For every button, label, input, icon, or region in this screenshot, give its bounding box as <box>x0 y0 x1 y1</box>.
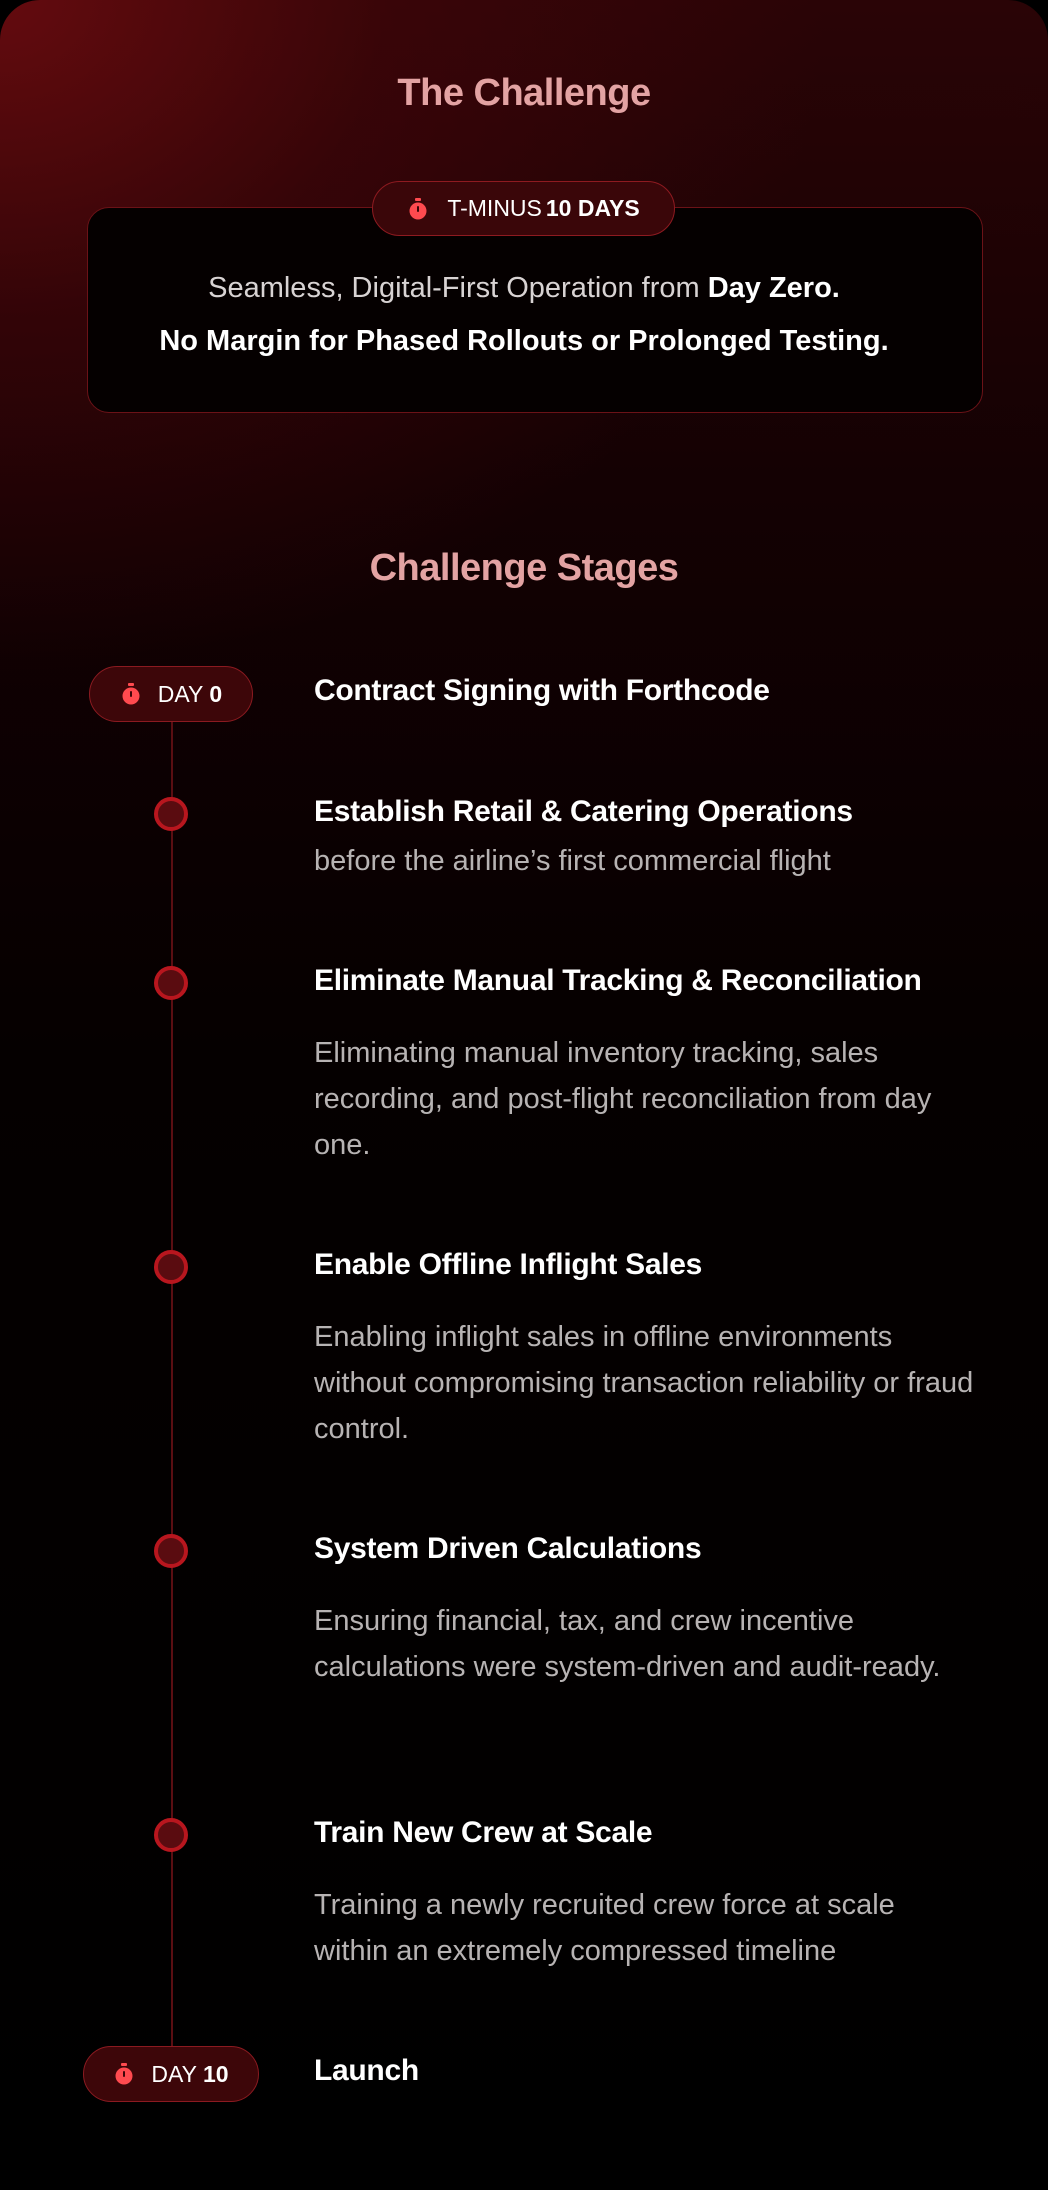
stage-title: Train New Crew at Scale <box>314 1816 653 1849</box>
challenge-statement-bold: Day Zero. <box>707 272 840 304</box>
day-0-value: 0 <box>209 680 223 707</box>
stage-title: Eliminate Manual Tracking & Reconciliation <box>314 964 922 997</box>
timeline-dot <box>154 1250 188 1284</box>
day-10-label: DAY <box>151 2060 197 2087</box>
timeline-dot <box>154 797 188 831</box>
stage-description: Training a newly recruited crew force at scale within an extremely compressed timeline <box>314 1889 895 1967</box>
stage-description: Enabling inflight sales in offline environments without compromising transaction reliability or fraud control. <box>314 1321 974 1445</box>
day-0-label: DAY <box>157 680 204 707</box>
stage-end-title: Launch <box>314 2054 419 2087</box>
timeline-dot <box>154 966 188 1000</box>
stage-description: Ensuring financial, tax, and crew incentive calculations were system-driven and audit-ready. <box>314 1605 941 1683</box>
stages-title: Challenge Stages <box>369 547 679 589</box>
stopwatch-icon <box>120 683 142 705</box>
day-10-value: 10 <box>203 2060 229 2087</box>
t-minus-prefix: T-MINUS <box>447 195 542 221</box>
stage-title: Establish Retail & Catering Operations <box>314 795 853 828</box>
challenge-statement-prefix: Seamless, Digital-First Operation from <box>208 272 700 304</box>
stage-title: Enable Offline Inflight Sales <box>314 1248 703 1281</box>
stage-description: before the airline’s first commercial flight <box>314 845 831 877</box>
t-minus-value: 10 DAYS <box>545 195 640 221</box>
timeline-dot <box>154 1818 188 1852</box>
t-minus-badge <box>372 181 675 236</box>
day-10-badge <box>83 2046 259 2102</box>
day-0-badge <box>89 666 253 722</box>
stopwatch-icon <box>407 198 429 220</box>
challenge-box <box>87 207 983 413</box>
timeline-dot <box>154 1534 188 1568</box>
stopwatch-icon <box>113 2063 135 2085</box>
stage-start-title: Contract Signing with Forthcode <box>314 674 770 707</box>
challenge-statement <box>0 272 1048 305</box>
challenge-constraint: No Margin for Phased Rollouts or Prolonged Testing. <box>159 325 889 357</box>
stage-description: Eliminating manual inventory tracking, sales recording, and post-flight reconciliation from day one. <box>314 1037 932 1161</box>
challenge-title: The Challenge <box>397 72 651 114</box>
stage-title: System Driven Calculations <box>314 1532 702 1565</box>
